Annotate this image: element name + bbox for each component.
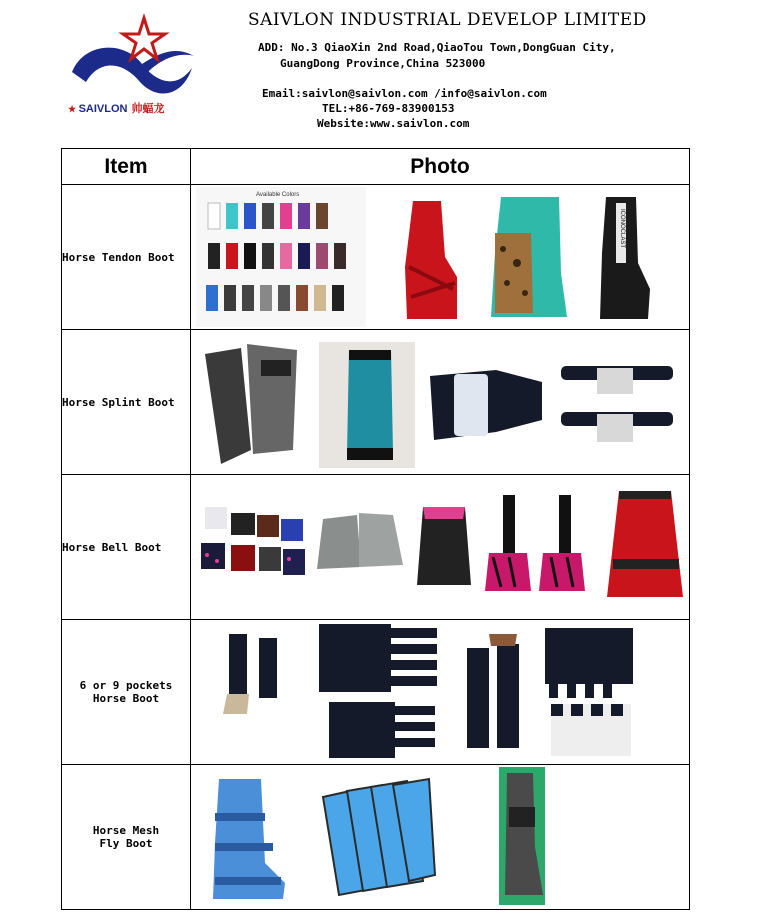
red-bell-boot-image [603, 485, 687, 603]
red-tendon-boot-image [401, 197, 461, 325]
photo-cell [191, 185, 690, 330]
navy-splint-boot-image [426, 366, 546, 446]
bell-boots-colors-image [197, 503, 307, 599]
available-colors-label: Available Colors [256, 192, 300, 198]
table-row [62, 185, 690, 330]
mesh-boot-green-background-image [499, 767, 545, 905]
black-tendon-boot-image [596, 193, 652, 323]
blue-mesh-fly-boot-image [205, 773, 289, 905]
photo-cell [191, 475, 690, 620]
black-strap-boots-image [557, 360, 677, 450]
item-name: Horse Tendon Boot [62, 185, 191, 330]
product-table [61, 148, 690, 910]
pocket-boot-flat-image [315, 622, 441, 762]
holographic-splint-boot-image [319, 342, 415, 468]
pocket-boots-on-horse-image [219, 628, 287, 718]
table-row [62, 620, 690, 765]
company-address: ADD: No.3 QiaoXin 2nd Road,QiaoTou Town,DongGuan City, GuangDong Province,China 523000 [258, 41, 616, 70]
logo-wordmark: ★ SAIVLON 帅蝠龙 [68, 103, 165, 115]
item-name: Horse Splint Boot [62, 330, 191, 475]
blue-mesh-sheets-image [319, 777, 437, 897]
table-row [62, 475, 690, 620]
website-line: Website:www.saivlon.com [317, 117, 470, 130]
company-name: SAIVLON INDUSTRIAL DEVELOP LIMITED [248, 10, 647, 30]
photo-cell [191, 765, 690, 910]
contact-info [262, 86, 547, 131]
tel-line: TEL:+86-769-83900153 [322, 102, 455, 115]
leopard-teal-boot-image [481, 193, 571, 323]
tall-pocket-boots-image [459, 634, 529, 760]
pocket-boot-with-cold-packs-image [541, 624, 637, 762]
item-name: Horse Mesh Fly Boot [62, 765, 191, 910]
table-row [62, 330, 690, 475]
table-row [62, 765, 690, 910]
gray-bell-boots-image [313, 505, 407, 575]
black-pink-bell-boot-image [413, 501, 475, 591]
photo-cell [191, 620, 690, 765]
item-name: 6 or 9 pockets Horse Boot [62, 620, 191, 765]
email-line: Email:saivlon@saivlon.com /info@saivlon.com [262, 87, 547, 100]
item-name: Horse Bell Boot [62, 475, 191, 620]
table-header-row [62, 149, 690, 185]
zebra-bell-boots-on-horse-image [481, 491, 593, 601]
boot-brand-label: ICONOCLAST [619, 209, 625, 249]
column-header-item: Item [62, 149, 191, 185]
color-chart-image [196, 187, 366, 327]
photo-cell [191, 330, 690, 475]
column-header-photo: Photo [191, 149, 690, 185]
gray-splint-boot-image [201, 340, 301, 466]
